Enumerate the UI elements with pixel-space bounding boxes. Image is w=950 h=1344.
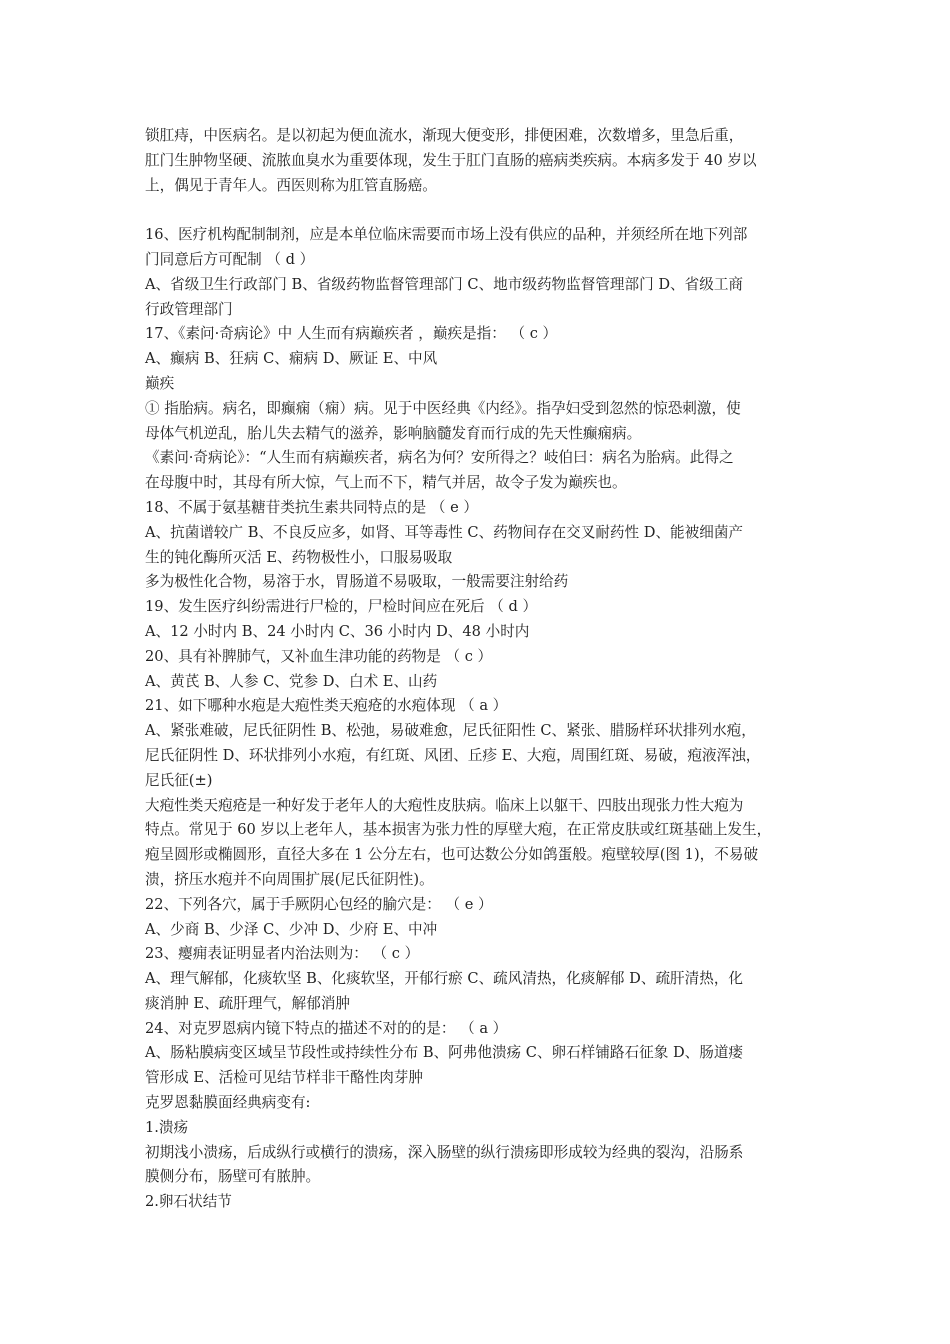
text-line: 19、发生医疗纠纷需进行尸检的，尸检时间应在死后 （ d ） (145, 598, 538, 616)
text-line: 膜侧分布，肠壁可有脓肿。 (145, 1168, 321, 1186)
text-line: 痰消肿 E、疏肝理气，解郁消肿 (145, 994, 351, 1012)
text-line: A、癫病 B、狂病 C、痫病 D、厥证 E、中风 (145, 350, 438, 368)
text-line: 尼氏征(±) (145, 771, 213, 789)
text-line: 23、瘿痈表证明显者内治法则为： （ c ） (145, 945, 420, 963)
text-line: 24、对克罗恩病内镜下特点的描述不对的的是： （ a ） (145, 1019, 508, 1037)
text-line: A、12 小时内 B、24 小时内 C、36 小时内 D、48 小时内 (145, 622, 530, 640)
text-line: A、省级卫生行政部门 B、省级药物监督管理部门 C、地市级药物监督管理部门 D、省级工商 (145, 275, 744, 293)
text-line: 尼氏征阴性 D、环状排列小水疱，有红斑、风团、丘疹 E、大疱，周围红斑、易破，疱液浑浊， (145, 746, 761, 764)
text-line: 门同意后方可配制 （ d ） (145, 250, 315, 268)
text-line: 母体气机逆乱，胎儿失去精气的滋养，影响脑髓发育而行成的先天性癫痫病。 (145, 424, 642, 442)
text-line: 初期浅小溃疡，后成纵行或横行的溃疡，深入肠壁的纵行溃疡即形成较为经典的裂沟，沿肠系 (145, 1143, 744, 1161)
text-line: 锁肛痔，中医病名。是以初起为便血流水，渐现大便变形，排便困难，次数增多，里急后重， (145, 127, 744, 144)
text-line: 克罗恩黏膜面经典病变有: (145, 1094, 311, 1112)
blank-line (145, 198, 815, 223)
text-line: 上，偶见于青年人。西医则称为肛管直肠癌。 (145, 176, 437, 194)
text-line: 溃，挤压水疱并不向周围扩展(尼氏征阴性)。 (145, 870, 434, 888)
text-line: A、理气解郁，化痰软坚 B、化痰软坚，开郁行瘀 C、疏风清热，化痰解郁 D、疏肝清热，化 (145, 970, 744, 988)
text-line: 17、《素问·奇病论》中 人生而有病巅疾者 ，巅疾是指： （ c ） (145, 325, 558, 343)
text-line: 20、具有补脾肺气，又补血生津功能的药物是 （ c ） (145, 647, 493, 665)
text-line: 生的钝化酶所灭活 E、药物极性小，口服易吸取 (145, 548, 453, 566)
text-line: ① 指胎病。病名，即癫痫（痫）病。见于中医经典《内经》。指孕妇受到忽然的惊恐刺激，使 (145, 399, 741, 417)
text-line: 《素问·奇病论》：“人生而有病巅疾者，病名为何？安所得之？岐伯曰：病名为胎病。此得之 (145, 449, 734, 467)
text-line: 疱呈圆形或椭圆形，直径大多在 1 公分左右，也可达数公分如鸽蛋般。疱壁较厚(图 1)，不易破 (145, 846, 759, 864)
text-line: 16、医疗机构配制制剂，应是本单位临床需要而市场上没有供应的品种，并须经所在地下列部 (145, 226, 748, 244)
text-line: 2.卵石状结节 (145, 1193, 232, 1211)
text-line: 1.溃疡 (145, 1118, 189, 1136)
text-line: 21、如下哪种水疱是大疱性类天疱疮的水疱体现 （ a ） (145, 697, 508, 715)
text-line: 巅疾 (145, 374, 175, 392)
text-line: 18、不属于氨基糖苷类抗生素共同特点的是 （ e ） (145, 498, 479, 516)
document-body (145, 124, 815, 1215)
text-line: 行政管理部门 (145, 300, 233, 318)
text-line: 22、下列各穴，属于手厥阴心包经的腧穴是： （ e ） (145, 895, 493, 913)
text-line: A、抗菌谱较广 B、不良反应多，如肾、耳等毒性 C、药物间存在交叉耐药性 D、能被细菌产 (145, 523, 744, 541)
text-line: 大疱性类天疱疮是一种好发于老年人的大疱性皮肤病。临床上以躯干、四肢出现张力性大疱为 (145, 796, 744, 814)
text-line: A、紧张难破，尼氏征阴性 B、松弛，易破难愈，尼氏征阳性 C、紧张、腊肠样环状排列水疱， (145, 722, 756, 740)
text-line: A、黄芪 B、人参 C、党参 D、白术 E、山药 (145, 672, 438, 690)
text-line: 肛门生肿物坚硬、流脓血臭水为重要体现，发生于肛门直肠的癌病类疾病。本病多发于 40 岁以 (145, 151, 757, 169)
text-line: 管形成 E、活检可见结节样非干酪性肉芽肿 (145, 1069, 423, 1087)
text-line: 特点。常见于 60 岁以上老年人，基本损害为张力性的厚壁大疱，在正常皮肤或红斑基础上发生， (145, 821, 772, 839)
text-line: 多为极性化合物，易溶于水，胃肠道不易吸取，一般需要注射给药 (145, 573, 569, 591)
text-line: A、肠粘膜病变区域呈节段性或持续性分布 B、阿弗他溃疡 C、卵石样铺路石征象 D、肠道瘘 (145, 1044, 744, 1062)
text-line: A、少商 B、少泽 C、少冲 D、少府 E、中冲 (145, 920, 438, 938)
text-line: 在母腹中时，其母有所大惊，气上而不下，精气并居，故令子发为巅疾也。 (145, 474, 627, 492)
